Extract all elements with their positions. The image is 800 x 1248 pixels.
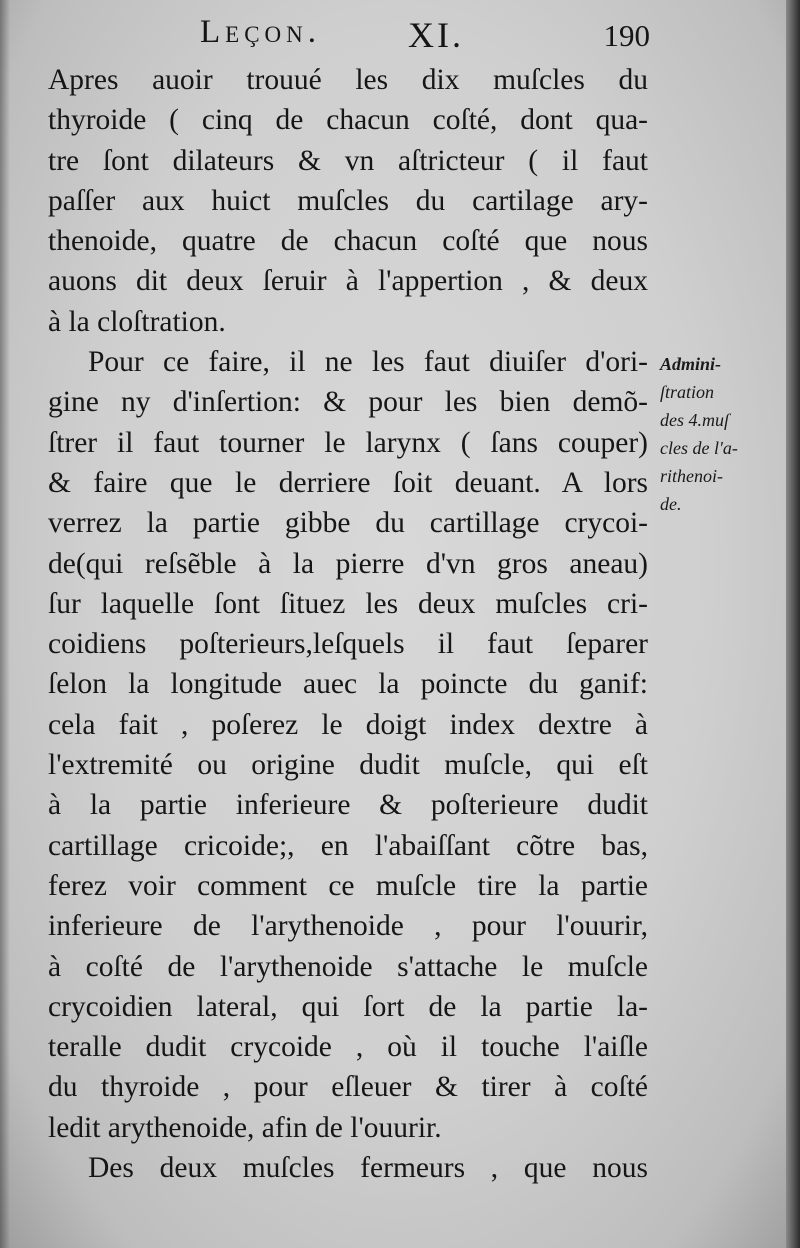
text-line: à coſté de l'arythenoide s'attache le muſcle xyxy=(48,950,648,983)
text-line: tre ſont dilateurs & vn aſtricteur ( il faut xyxy=(48,144,648,177)
page-header xyxy=(200,14,650,58)
text-line: du thyroide , pour eſleuer & tirer à coſté xyxy=(48,1071,648,1104)
text-line: auons dit deux ſeruir à l'appertion , & deux xyxy=(48,265,648,298)
page-edge-shadow xyxy=(786,0,800,1248)
text-line: ledit arythenoide, afin de l'ouurir. xyxy=(48,1111,442,1144)
page-gutter-shadow xyxy=(0,0,10,1248)
text-line: à la partie inferieure & poſterieure dudit xyxy=(48,789,648,822)
text-line: l'extremité ou origine dudit muſcle, qui eſt xyxy=(48,749,648,782)
margin-note-line: ſtration xyxy=(660,382,715,402)
text-line: à la cloſtration. xyxy=(48,305,226,338)
text-line: inferieure de l'arythenoide , pour l'ouurir, xyxy=(48,910,648,943)
text-line: thyroide ( cinq de chacun coſté, dont qua- xyxy=(48,104,648,137)
text-line: & faire que le derriere ſoit deuant. A lors xyxy=(48,466,648,499)
text-line: gine ny d'inſertion: & pour les bien demõ- xyxy=(48,386,648,419)
text-line: ferez voir comment ce muſcle tire la partie xyxy=(48,869,648,902)
text-line: cartillage cricoide;, en l'abaiſſant cõtre bas, xyxy=(48,829,648,862)
margin-note-line: Admini- xyxy=(660,354,722,374)
running-title: Leçon. xyxy=(200,14,322,50)
text-line: cela fait , poſerez le doigt index dextre à xyxy=(48,708,648,741)
text-line: ſtrer il faut tourner le larynx ( ſans couper) xyxy=(48,426,648,459)
margin-note-line: rithenoi- xyxy=(660,466,723,486)
text-line: crycoidien lateral, qui ſort de la partie la- xyxy=(48,990,648,1023)
text-line: Apres auoir trouué les dix muſcles du xyxy=(48,64,648,96)
marginal-note xyxy=(660,350,772,518)
text-line: ſelon la longitude auec la poincte du ganif: xyxy=(48,668,648,701)
text-line: Pour ce faire, il ne les faut diuiſer d'ori- xyxy=(88,346,648,379)
body-text xyxy=(48,60,648,1188)
chapter-number: XI. xyxy=(408,15,464,55)
margin-note-line: des 4.muſ xyxy=(660,410,729,430)
text-line: verrez la partie gibbe du cartillage crycoi- xyxy=(48,507,648,540)
text-line: ſur laquelle ſont ſituez les deux muſcles cri- xyxy=(48,587,648,620)
text-line: teralle dudit crycoide , où il touche l'aiſle xyxy=(48,1031,648,1064)
text-line: coidiens poſterieurs,leſquels il faut ſeparer xyxy=(48,628,648,661)
page-number: 190 xyxy=(603,18,650,53)
text-line: de(qui reſsẽble à la pierre d'vn gros aneau) xyxy=(48,547,648,580)
margin-note-line: de. xyxy=(660,494,682,514)
text-line: thenoide, quatre de chacun coſté que nous xyxy=(48,225,648,258)
margin-note-line: cles de l'a- xyxy=(660,438,738,458)
text-line: paſſer aux huict muſcles du cartilage ary- xyxy=(48,184,648,217)
text-line: Des deux muſcles fermeurs , que nous xyxy=(88,1152,648,1185)
